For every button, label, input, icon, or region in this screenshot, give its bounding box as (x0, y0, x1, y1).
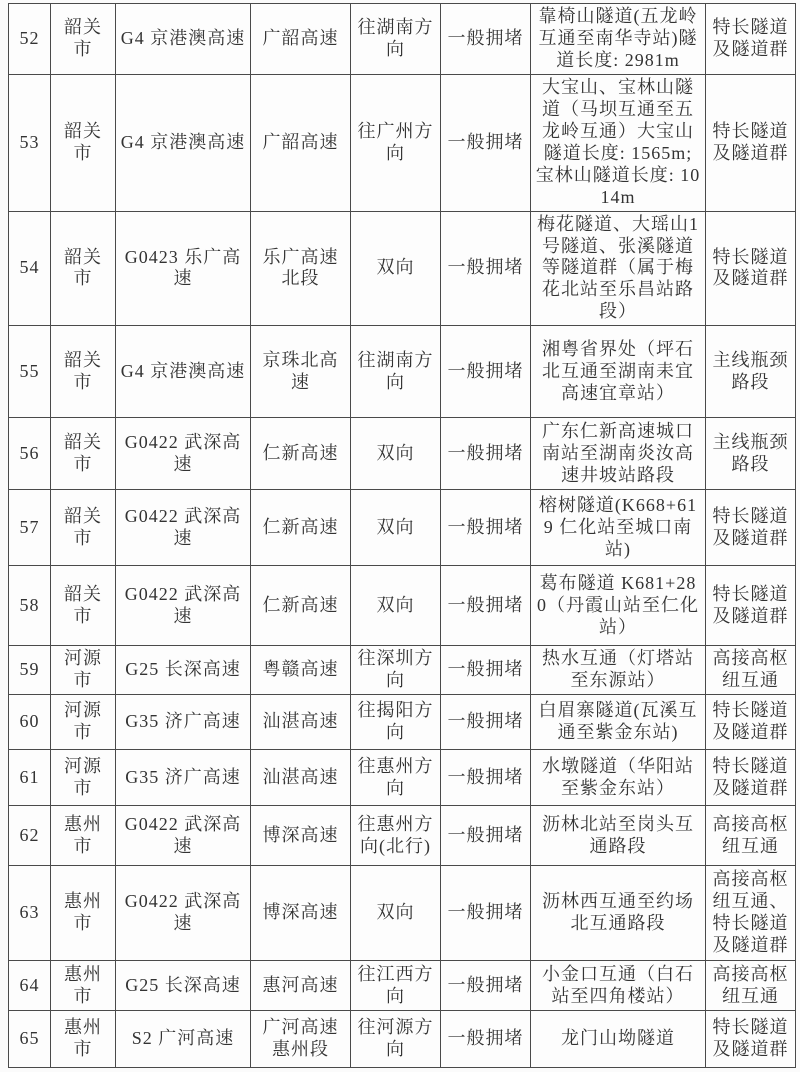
road-section-cell: 广韶高速 (251, 74, 351, 211)
location-detail-cell: 葛布隧道 K681+280（丹霞山站至仁化站） (531, 566, 706, 646)
section-type-cell: 特长隧道及隧道群 (706, 74, 796, 211)
congestion-status-cell: 一般拥堵 (441, 490, 531, 566)
city-cell: 韶关市 (51, 326, 116, 418)
highway-name-cell: G0422 武深高速 (116, 418, 251, 490)
location-detail-cell: 白眉寨隧道(瓦溪互通至紫金东站) (531, 695, 706, 750)
direction-cell: 往惠州方向(北行) (351, 806, 441, 866)
direction-cell: 往江西方向 (351, 961, 441, 1011)
table-row (9, 566, 796, 646)
table-row (9, 695, 796, 750)
city-cell: 惠州市 (51, 1011, 116, 1068)
congestion-status-cell: 一般拥堵 (441, 566, 531, 646)
highway-name-cell: G0422 武深高速 (116, 806, 251, 866)
location-detail-cell: 沥林北站至岗头互通路段 (531, 806, 706, 866)
congestion-status-cell: 一般拥堵 (441, 4, 531, 75)
highway-name-cell: G25 长深高速 (116, 646, 251, 695)
highway-name-cell: G25 长深高速 (116, 961, 251, 1011)
table-row (9, 1011, 796, 1068)
road-section-cell: 汕湛高速 (251, 750, 351, 806)
section-type-cell: 高接高枢纽互通 (706, 961, 796, 1011)
row-number-cell: 62 (9, 806, 51, 866)
road-section-cell: 仁新高速 (251, 490, 351, 566)
table-row (9, 866, 796, 961)
road-section-cell: 博深高速 (251, 866, 351, 961)
city-cell: 惠州市 (51, 806, 116, 866)
city-cell: 韶关市 (51, 4, 116, 75)
city-cell: 惠州市 (51, 866, 116, 961)
direction-cell: 往广州方向 (351, 74, 441, 211)
direction-cell: 往河源方向 (351, 1011, 441, 1068)
direction-cell: 往深圳方向 (351, 646, 441, 695)
section-type-cell: 特长隧道及隧道群 (706, 490, 796, 566)
city-cell: 韶关市 (51, 490, 116, 566)
city-cell: 韶关市 (51, 566, 116, 646)
congestion-status-cell: 一般拥堵 (441, 646, 531, 695)
direction-cell: 双向 (351, 566, 441, 646)
congestion-status-cell: 一般拥堵 (441, 211, 531, 326)
table-row (9, 750, 796, 806)
direction-cell: 双向 (351, 866, 441, 961)
highway-name-cell: G0422 武深高速 (116, 490, 251, 566)
row-number-cell: 59 (9, 646, 51, 695)
location-detail-cell: 热水互通（灯塔站至东源站） (531, 646, 706, 695)
row-number-cell: 54 (9, 211, 51, 326)
congestion-table (8, 3, 796, 1068)
row-number-cell: 55 (9, 326, 51, 418)
road-section-cell: 京珠北高速 (251, 326, 351, 418)
section-type-cell: 特长隧道及隧道群 (706, 211, 796, 326)
road-section-cell: 广河高速惠州段 (251, 1011, 351, 1068)
congestion-status-cell: 一般拥堵 (441, 695, 531, 750)
section-type-cell: 特长隧道及隧道群 (706, 695, 796, 750)
section-type-cell: 主线瓶颈路段 (706, 418, 796, 490)
row-number-cell: 52 (9, 4, 51, 75)
city-cell: 河源市 (51, 695, 116, 750)
city-cell: 韶关市 (51, 418, 116, 490)
direction-cell: 双向 (351, 418, 441, 490)
congestion-status-cell: 一般拥堵 (441, 806, 531, 866)
table-row (9, 961, 796, 1011)
highway-name-cell: G35 济广高速 (116, 750, 251, 806)
highway-name-cell: S2 广河高速 (116, 1011, 251, 1068)
section-type-cell: 高接高枢纽互通、特长隧道及隧道群 (706, 866, 796, 961)
row-number-cell: 64 (9, 961, 51, 1011)
table-row (9, 490, 796, 566)
direction-cell: 双向 (351, 211, 441, 326)
row-number-cell: 53 (9, 74, 51, 211)
highway-name-cell: G4 京港澳高速 (116, 4, 251, 75)
location-detail-cell: 湘粤省界处（坪石北互通至湖南耒宜高速宜章站） (531, 326, 706, 418)
location-detail-cell: 小金口互通（白石站至四角楼站） (531, 961, 706, 1011)
row-number-cell: 58 (9, 566, 51, 646)
road-section-cell: 仁新高速 (251, 418, 351, 490)
city-cell: 韶关市 (51, 211, 116, 326)
city-cell: 河源市 (51, 750, 116, 806)
highway-name-cell: G0423 乐广高速 (116, 211, 251, 326)
table-row (9, 4, 796, 75)
road-section-cell: 仁新高速 (251, 566, 351, 646)
table-body (9, 4, 796, 1068)
road-section-cell: 汕湛高速 (251, 695, 351, 750)
city-cell: 河源市 (51, 646, 116, 695)
city-cell: 惠州市 (51, 961, 116, 1011)
congestion-status-cell: 一般拥堵 (441, 1011, 531, 1068)
highway-name-cell: G4 京港澳高速 (116, 74, 251, 211)
table-row (9, 806, 796, 866)
section-type-cell: 特长隧道及隧道群 (706, 750, 796, 806)
section-type-cell: 特长隧道及隧道群 (706, 4, 796, 75)
direction-cell: 往湖南方向 (351, 4, 441, 75)
highway-name-cell: G0422 武深高速 (116, 866, 251, 961)
direction-cell: 往湖南方向 (351, 326, 441, 418)
table-row (9, 418, 796, 490)
congestion-status-cell: 一般拥堵 (441, 866, 531, 961)
highway-name-cell: G35 济广高速 (116, 695, 251, 750)
road-section-cell: 乐广高速北段 (251, 211, 351, 326)
location-detail-cell: 靠椅山隧道(五龙岭互通至南华寺站)隧道长度: 2981m (531, 4, 706, 75)
location-detail-cell: 梅花隧道、大瑶山1号隧道、张溪隧道等隧道群（属于梅花北站至乐昌站路段） (531, 211, 706, 326)
location-detail-cell: 榕树隧道(K668+619 仁化站至城口南站) (531, 490, 706, 566)
location-detail-cell: 沥林西互通至约场北互通路段 (531, 866, 706, 961)
congestion-status-cell: 一般拥堵 (441, 74, 531, 211)
row-number-cell: 60 (9, 695, 51, 750)
congestion-status-cell: 一般拥堵 (441, 418, 531, 490)
row-number-cell: 56 (9, 418, 51, 490)
congestion-status-cell: 一般拥堵 (441, 750, 531, 806)
highway-name-cell: G4 京港澳高速 (116, 326, 251, 418)
section-type-cell: 特长隧道及隧道群 (706, 1011, 796, 1068)
section-type-cell: 高接高枢纽互通 (706, 806, 796, 866)
congestion-status-cell: 一般拥堵 (441, 326, 531, 418)
road-section-cell: 广韶高速 (251, 4, 351, 75)
road-section-cell: 惠河高速 (251, 961, 351, 1011)
table-row (9, 74, 796, 211)
road-section-cell: 博深高速 (251, 806, 351, 866)
road-section-cell: 粤赣高速 (251, 646, 351, 695)
row-number-cell: 63 (9, 866, 51, 961)
city-cell: 韶关市 (51, 74, 116, 211)
section-type-cell: 主线瓶颈路段 (706, 326, 796, 418)
row-number-cell: 61 (9, 750, 51, 806)
row-number-cell: 57 (9, 490, 51, 566)
congestion-status-cell: 一般拥堵 (441, 961, 531, 1011)
direction-cell: 双向 (351, 490, 441, 566)
location-detail-cell: 龙门山坳隧道 (531, 1011, 706, 1068)
section-type-cell: 高接高枢纽互通 (706, 646, 796, 695)
section-type-cell: 特长隧道及隧道群 (706, 566, 796, 646)
highway-name-cell: G0422 武深高速 (116, 566, 251, 646)
location-detail-cell: 广东仁新高速城口南站至湖南炎汝高速井坡站路段 (531, 418, 706, 490)
location-detail-cell: 水墩隧道（华阳站至紫金东站） (531, 750, 706, 806)
table-row (9, 326, 796, 418)
table-row (9, 646, 796, 695)
row-number-cell: 65 (9, 1011, 51, 1068)
direction-cell: 往惠州方向 (351, 750, 441, 806)
direction-cell: 往揭阳方向 (351, 695, 441, 750)
location-detail-cell: 大宝山、宝林山隧道（马坝互通至五龙岭互通）大宝山隧道长度: 1565m; 宝林山隧道长度: 1014m (531, 74, 706, 211)
table-row (9, 211, 796, 326)
